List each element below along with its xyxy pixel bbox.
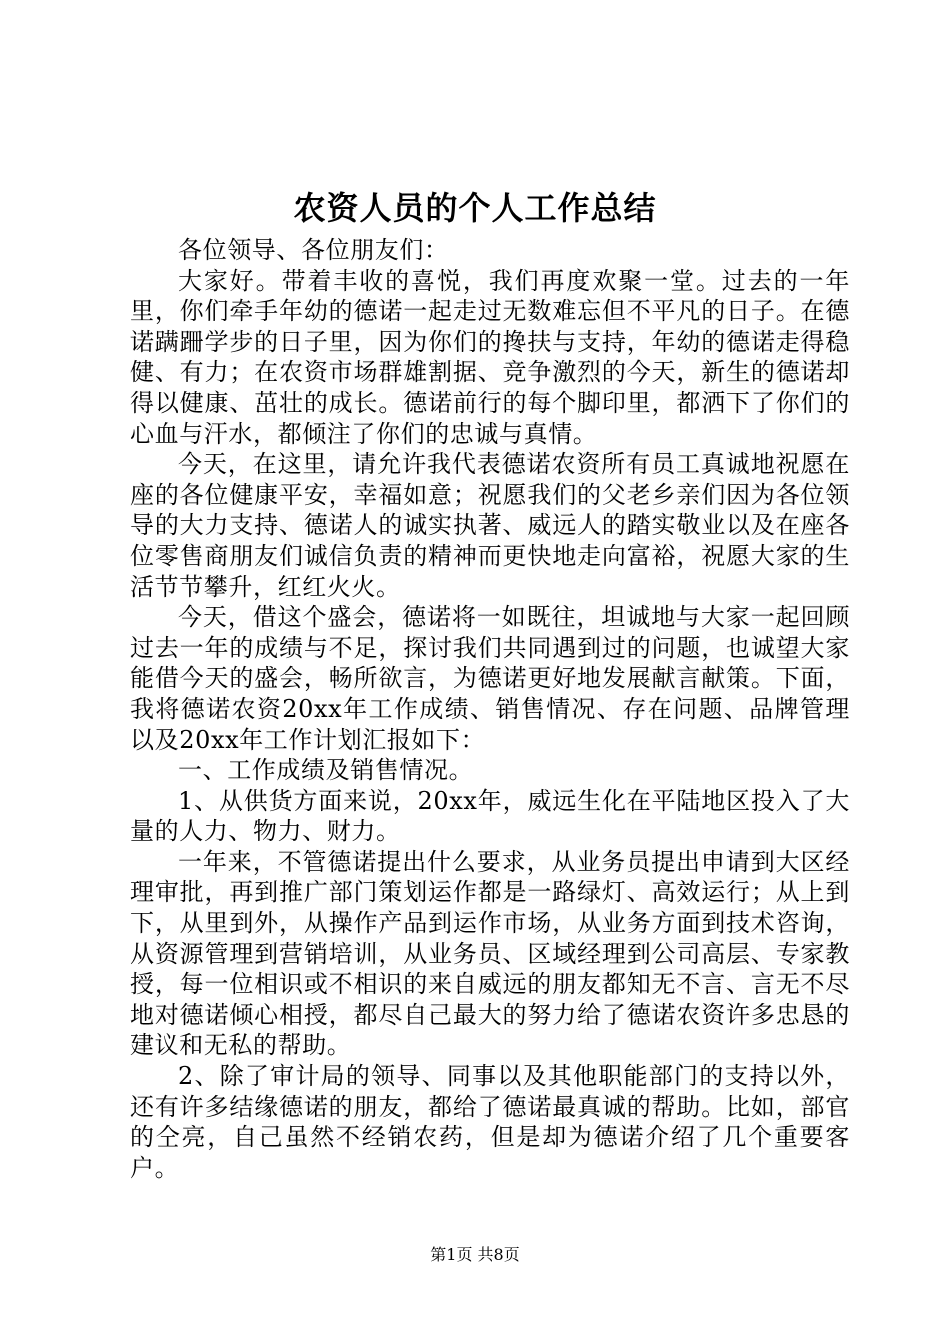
document-title: 农资人员的个人工作总结: [293, 189, 657, 227]
paragraph: 今天，借这个盛会，德诺将一如既往，坦诚地与大家一起回顾过去一年的成绩与不足，探讨我们共同遇到过的问题，也诚望大家能借今天的盛会，畅所欲言，为德诺更好地发展献言献策。下面，我将德诺农资20xx年工作成绩、销售情况、存在问题、品牌管理以及20xx年工作计划汇报如下：: [130, 603, 850, 754]
page-number-footer: 第1页 共8页: [430, 1245, 520, 1264]
section-heading: 一、工作成绩及销售情况。: [178, 756, 474, 785]
paragraph: 一年来，不管德诺提出什么要求，从业务员提出申请到大区经理审批，再到推广部门策划运作都是一路绿灯、高效运行；从上到下，从里到外，从操作产品到运作市场，从业务方面到技术咨询，从资源管理到营销培训，从业务员、区域经理到公司高层、专家教授，每一位相识或不相识的来自威远的朋友都知无不言、言无不尽地对德诺倾心相授，都尽自己最大的努力给了德诺农资许多忠恳的建议和无私的帮助。: [130, 847, 850, 1060]
document-body: [130, 235, 850, 1183]
paragraph: 今天，在这里，请允许我代表德诺农资所有员工真诚地祝愿在座的各位健康平安，幸福如意；祝愿我们的父老乡亲们因为各位领导的大力支持、德诺人的诚实执著、威远人的踏实敬业以及在座各位零售商朋友们诚信负责的精神而更快地走向富裕，祝愿大家的生活节节攀升，红红火火。: [130, 450, 850, 601]
paragraph-greeting: 各位领导、各位朋友们：: [178, 236, 449, 264]
paragraph: 大家好。带着丰收的喜悦，我们再度欢聚一堂。过去的一年里，你们牵手年幼的德诺一起走过无数难忘但不平凡的日子。在德诺蹒跚学步的日子里，因为你们的搀扶与支持，年幼的德诺走得稳健、有力；在农资市场群雄割据、竞争激烈的今天，新生的德诺却得以健康、茁壮的成长。德诺前行的每个脚印里，都洒下了你们的心血与汗水，都倾注了你们的忠诚与真情。: [130, 266, 850, 448]
paragraph: 2、除了审计局的领导、同事以及其他职能部门的支持以外，还有许多结缘德诺的朋友，都给了德诺最真诚的帮助。比如，部官的仝亮，自己虽然不经销农药，但是却为德诺介绍了几个重要客户。: [130, 1062, 850, 1182]
paragraph: 1、从供货方面来说，20xx年，威远生化在平陆地区投入了大量的人力、物力、财力。: [130, 786, 850, 846]
